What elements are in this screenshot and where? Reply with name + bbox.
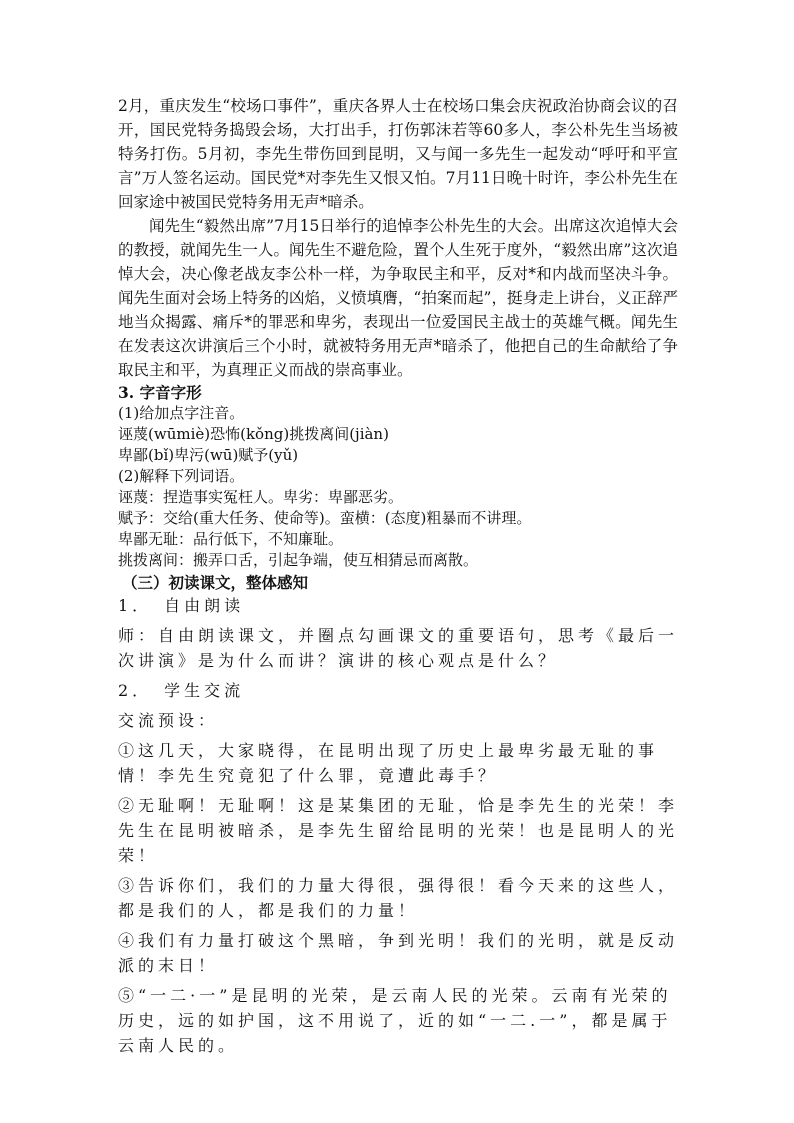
vocab-line-7: 卑鄙无耻：品行低下，不知廉耻。 (118, 530, 344, 548)
background-paragraph-2: 闻先生“毅然出席”7月15日举行的追悼李公朴先生的大会。出席这次追悼大会的教授，就闻先生一人。闻先生不避危险，置个人生死于度外，“毅然出席”这次追悼大会，决心像老战友李公朴一样，为争取民主和平，反对*和内战而坚决斗争。闻先生面对会场上特务的凶焰，义愤填膺，“拍案而起”，挺身走上讲台，义正辞严地当众揭露、痛斥*的罪恶和卑劣，表现出一位爱国民主战士的英雄气概。闻先生在发表这次讲演后三个小时，就被特务用无声*暗杀了，他把自己的生命献给了争取民主和平，为真理正义而战的崇高事业。 (118, 217, 678, 379)
step-free-reading: 1． 自由朗读 (118, 596, 245, 615)
quote-item-2: ②无耻啊！无耻啊！这是某集团的无耻，恰是李先生的光荣！李先生在昆明被暗杀，是李先生留给昆明的光荣！也是昆明人的光荣！ (118, 796, 679, 865)
vocab-line-6: 赋予：交给(重大任务、使命等)。蛮横：(态度)粗暴而不讲理。 (118, 509, 532, 527)
step-student-exchange: 2． 学生交流 (118, 681, 245, 700)
vocab-line-8: 挑拨离间：搬弄口舌，引起争端，使互相猜忌而离散。 (118, 551, 479, 569)
document-page (118, 94, 678, 1058)
quote-item-4: ④我们有力量打破这个黑暗，争到光明！我们的光明，就是反动派的末日！ (118, 931, 679, 975)
vocab-line-1: (1)给加点字注音。 (118, 404, 245, 422)
vocab-line-4: (2)解释下列词语。 (118, 467, 245, 485)
vocab-line-2: 诬蔑(wūmiè)恐怖(kǒng)挑拨离间(jiàn) (118, 425, 389, 443)
vocab-line-3: 卑鄙(bǐ)卑污(wū)赋予(yǔ) (118, 446, 299, 464)
background-paragraph-1: 2月，重庆发生“校场口事件”，重庆各界人士在校场口集会庆祝政治协商会议的召开，国民党特务捣毁会场，大打出手，打伤郭沫若等60多人，李公朴先生当场被特务打伤。5月初，李先生带伤回到昆明，又与闻一多先生一起发动“呼吁和平宣言”万人签名运动。国民党*对李先生又恨又怕。7月11日晚十时许，李公朴先生在回家途中被国民党特务用无声*暗杀。 (118, 97, 678, 211)
teacher-prompt: 师：自由朗读课文，并圈点勾画课文的重要语句，思考《最后一次讲演》是为什么而讲？演讲的核心观点是什么？ (118, 626, 679, 670)
quote-item-5: ⑤“一二·一”是昆明的光荣，是云南人民的光荣。云南有光荣的历史，远的如护国，这不用说了，近的如“一二.一”，都是属于云南人民的。 (118, 986, 672, 1055)
vocab-line-5: 诬蔑：捏造事实冤枉人。卑劣：卑鄙恶劣。 (118, 488, 404, 506)
quote-item-1: ①这几天，大家晓得，在昆明出现了历史上最卑劣最无耻的事情！李先生究竟犯了什么罪，竟遭此毒手？ (118, 741, 659, 785)
quote-item-3: ③告诉你们，我们的力量大得很，强得很！看今天来的这些人，都是我们的人，都是我们的力量！ (118, 876, 679, 920)
section-heading-reading: （三）初读课文，整体感知 (122, 573, 309, 592)
section-heading-vocab: 3. 字音字形 (118, 383, 202, 402)
preset-label: 交流预设： (118, 711, 219, 730)
